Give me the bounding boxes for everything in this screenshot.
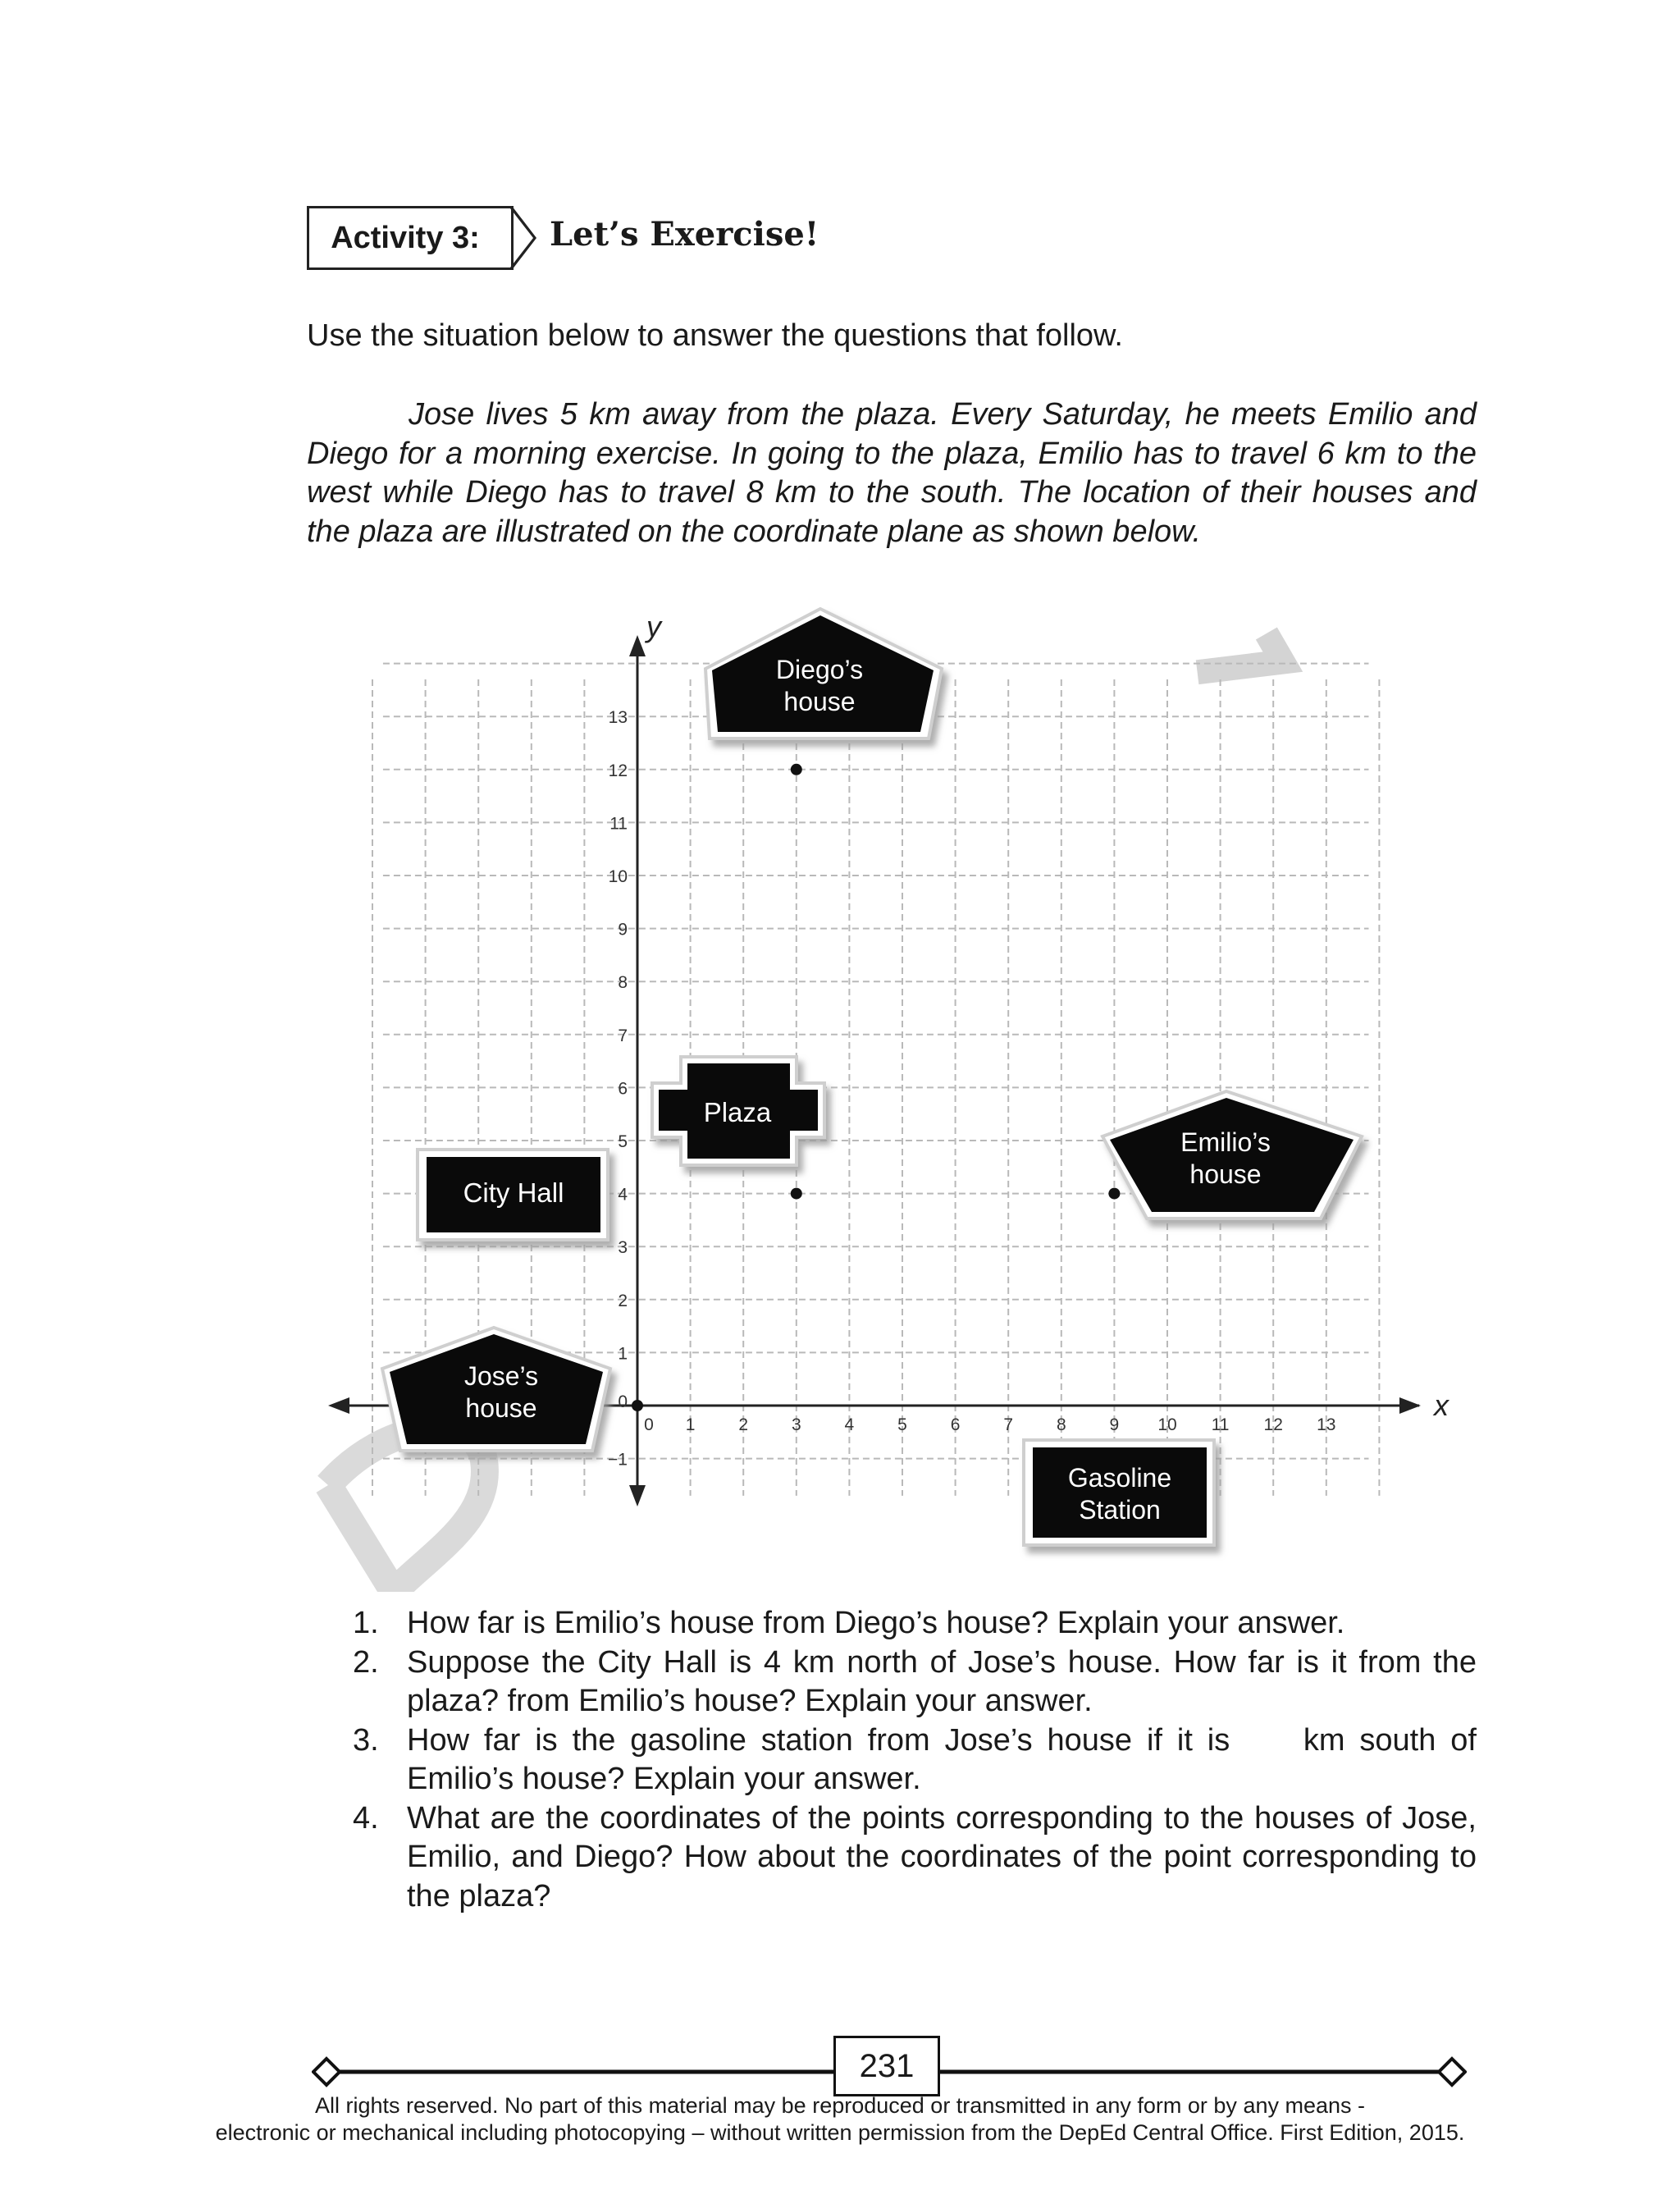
y-tick-label: 0 [618,1392,628,1411]
rights-notice-line2: electronic or mechanical including photocopying – without written permission from the DepEd Central Office. First Edition, 2015. [215,2120,1465,2145]
x-tick-label: 8 [1056,1415,1066,1434]
y-tick-label: 10 [608,867,628,886]
x-tick-label: 4 [844,1415,855,1434]
question-number: 3. [353,1722,379,1758]
question-3 [353,1721,1486,1799]
y-tick-label: 8 [618,973,628,993]
question-4 [353,1799,1477,1917]
joses-house-line2: house [465,1393,537,1423]
question-2 [353,1644,1477,1721]
x-tick-labels [644,1415,1335,1434]
question-list [353,1604,1486,1916]
y-tick-label: 11 [609,814,628,834]
activity-title: Let’s Exercise! [550,215,819,254]
y-axis-label: y [646,610,661,643]
emilios-house-line2: house [1189,1159,1262,1189]
x-tick-label: 10 [1157,1415,1177,1434]
gasoline-station-label [1024,1440,1214,1545]
emilios-house-label [1102,1091,1362,1218]
situation-paragraph: Jose lives 5 km away from the plaza. Every Saturday, he meets Emilio and Diego for a morning exercise. In going to the plaza, Emilio has to travel 6 km to the west while Diego has to travel 8 km to the south. The location of their houses and the plaza are illustrated on the coordinate plane as shown below. [307,397,1477,549]
plaza-label [652,1057,824,1165]
question-number: 1. [353,1606,379,1640]
x-tick-label: 5 [897,1415,907,1434]
x-axis-label: x [1434,1388,1449,1422]
emilios-house-line1: Emilio’s [1180,1127,1271,1157]
activity-arrow-icon [500,206,536,270]
question-number: 4. [353,1800,379,1836]
question-1 [353,1604,1477,1644]
y-tick-label: 2 [618,1291,628,1310]
footer-diamond-left-icon [313,2059,340,2085]
y-tick-label: 6 [618,1079,628,1099]
question-text: Suppose the City Hall is 4 km north of Jose’s house. How far is it from the plaza? from Emilio’s house? Explain your answer. [407,1644,1477,1718]
x-tick-label: 12 [1263,1415,1283,1434]
y-axis-arrow-up-icon [629,635,646,656]
gasoline-station-line2: Station [1079,1495,1161,1525]
question-text: How far is Emilio’s house from Diego’s house? Explain your answer. [407,1606,1345,1640]
x-tick-label: 6 [950,1415,961,1434]
page-number: 231 [833,2036,940,2096]
x-tick-label: 0 [644,1415,654,1434]
city-hall-text: City Hall [463,1177,564,1208]
y-tick-label: 5 [618,1132,628,1151]
joses-house-label [382,1328,610,1451]
plaza-text: Plaza [703,1097,772,1127]
watermark-v [1194,632,1283,674]
data-point [632,1400,643,1411]
question-number: 2. [353,1644,379,1680]
x-axis-arrow-right-icon [1399,1397,1421,1414]
diegos-house-label [705,609,942,738]
x-tick-label: 9 [1109,1415,1120,1434]
y-tick-label: 13 [608,708,628,728]
y-tick-label: 9 [618,920,628,940]
activity-label: Activity 3: [331,221,480,255]
question-text: How far is the gasoline station from Jose’s house if it is km south of Emilio’s house? Explain your answer. [407,1722,1486,1796]
watermark-d [328,1429,485,1592]
footer-diamond-right-icon [1439,2059,1465,2085]
data-point [1108,1188,1120,1200]
gasoline-station-line1: Gasoline [1067,1463,1172,1493]
city-hall-label [418,1150,608,1240]
rights-notice-line1: All rights reserved. No part of this material may be reproduced or transmitted in any form or by any means - [314,2093,1366,2118]
y-tick-label: 3 [618,1238,628,1258]
x-axis-arrow-left-icon [328,1397,349,1414]
y-tick-label: −1 [608,1450,628,1470]
y-axis-arrow-down-icon [629,1485,646,1506]
data-point [791,764,802,775]
x-tick-label: 1 [685,1415,696,1434]
coordinate-plane [312,607,1477,1592]
x-tick-label: 7 [1003,1415,1014,1434]
x-tick-label: 3 [791,1415,801,1434]
diegos-house-line1: Diego’s [775,655,864,684]
y-tick-label: 1 [618,1344,628,1364]
x-tick-label: 11 [1211,1415,1230,1434]
joses-house-line1: Jose’s [463,1361,539,1391]
y-tick-label: 7 [618,1026,628,1045]
y-tick-labels [608,708,628,1469]
data-point [791,1188,802,1200]
y-tick-label: 12 [608,761,628,780]
x-tick-label: 2 [738,1415,749,1434]
intro-text: Use the situation below to answer the questions that follow. [307,318,1123,353]
y-tick-label: 4 [618,1185,628,1205]
question-text: What are the coordinates of the points corresponding to the houses of Jose, Emilio, and Diego? How about the coordinates of the point corresponding to the plaza? [407,1800,1477,1913]
x-tick-label: 13 [1317,1415,1336,1434]
diegos-house-line2: house [783,687,856,716]
